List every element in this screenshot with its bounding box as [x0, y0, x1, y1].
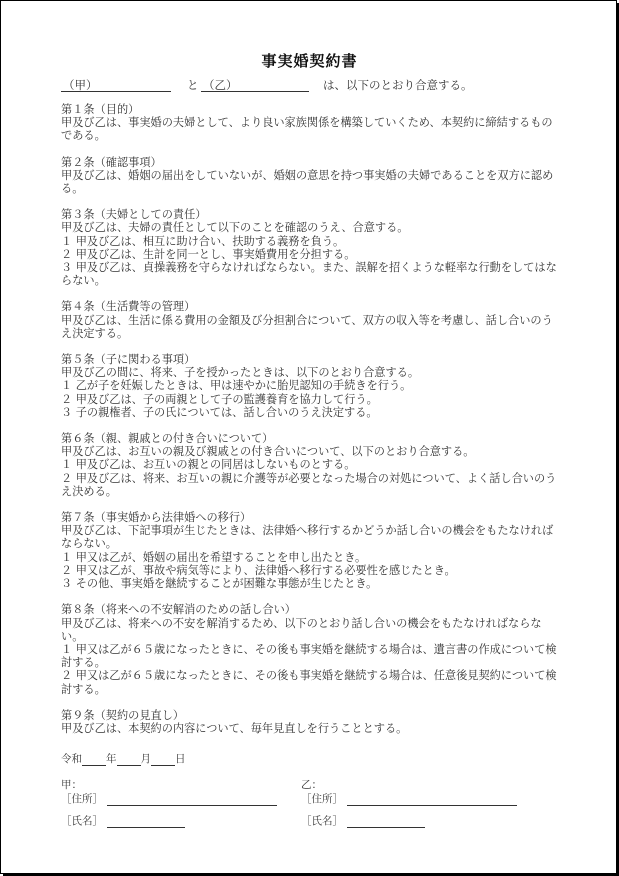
- party-b-name: [301, 813, 425, 828]
- article-line: 甲及び乙は、お互いの親及び親戚との付き合いについて、以下のとおり合意する。: [61, 445, 475, 459]
- article-line: ３ その他、事実婚を継続することが困難な事態が生じたとき。: [61, 577, 378, 591]
- article-heading: 第９条（契約の見直し）: [61, 708, 185, 722]
- party-a-address: [61, 791, 277, 806]
- party-b-sign-label: 乙：: [301, 779, 322, 791]
- article-heading: 第８条（将来への不安解消のための話し合い）: [61, 603, 296, 617]
- article-5: [61, 353, 561, 419]
- article-line: 甲及び乙は、下記事項が生じたときは、法律婚へ移行するかどうか話し合いの機会をもたなければならない。: [61, 524, 554, 551]
- document-title: 事実婚契約書: [261, 52, 358, 70]
- article-line: 甲及び乙は、将来への不安を解消するため、以下のとおり話し合いの機会をもたなければならない。: [61, 616, 542, 643]
- connector-text: と: [187, 78, 199, 92]
- article-heading: 第３条（夫婦としての責任）: [61, 208, 207, 222]
- date-day-label: 日: [175, 753, 186, 765]
- party-a-address-field[interactable]: [107, 795, 277, 806]
- party-a-address-label: ［住所］: [61, 793, 103, 805]
- article-line: ２ 甲及び乙は、子の両親として子の監護養育を協力して行う。: [61, 392, 378, 406]
- date-month-field[interactable]: [117, 755, 141, 766]
- article-line: ３ 甲及び乙は、貞操義務を守らなければならない。また、誤解を招くような軽率な行動をしてはならない。: [61, 261, 557, 288]
- party-b-name-label: ［氏名］: [301, 815, 343, 827]
- article-line: 甲及び乙は、夫婦の責任として以下のことを確認のうえ、合意する。: [61, 221, 409, 235]
- article-heading: 第６条（親、親戚との付き合いについて）: [61, 432, 274, 446]
- intro-suffix: は、以下のとおり合意する。: [323, 78, 473, 92]
- article-heading: 第２条（確認事項）: [61, 155, 162, 169]
- article-6: [61, 432, 561, 498]
- article-heading: 第５条（子に関わる事項）: [61, 353, 196, 367]
- article-heading: 第４条（生活費等の管理）: [61, 300, 196, 314]
- article-line: ２ 甲及び乙は、生計を同一とし、事実婚費用を分担する。: [61, 247, 356, 261]
- article-line: １ 甲又は乙が６５歳になったときに、その後も事実婚を継続する場合は、遺言書の作成について検討する。: [61, 642, 557, 670]
- party-a-name-field[interactable]: [107, 817, 185, 828]
- article-line: １ 甲及び乙は、お互いの親との同居はしないものとする。: [61, 458, 356, 472]
- article-line: 甲及び乙は、生活に係る費用の金額及び分担割合について、双方の収入等を考慮し、話し合いのうえ決定する。: [61, 313, 553, 340]
- article-line: １ 甲及び乙は、相互に助け合い、扶助する義務を負う。: [61, 234, 345, 248]
- article-7: [61, 511, 561, 590]
- article-1: [61, 103, 561, 143]
- date-era: 令和: [61, 753, 82, 765]
- article-heading: 第１条（目的）: [61, 103, 140, 116]
- article-line: ２ 甲又は乙が、事故や病気等により、法律婚へ移行する必要性を感じたとき。: [61, 563, 456, 577]
- party-b-label: （乙）: [203, 78, 238, 92]
- article-4: [61, 300, 561, 340]
- date-year-field[interactable]: [82, 755, 106, 766]
- article-line: ２ 甲又は乙が６５歳になったときに、その後も事実婚を継続する場合は、任意後見契約について検討する。: [61, 669, 557, 696]
- party-a-name-label: ［氏名］: [61, 815, 103, 827]
- article-2: [61, 156, 561, 196]
- article-line: 甲及び乙は、事実婚の夫婦として、より良い家族関係を構築していくため、本契約に締結するものである。: [61, 116, 553, 143]
- article-line: ３ 子の親権者、子の氏については、話し合いのうえ決定する。: [61, 405, 378, 419]
- article-3: [61, 208, 561, 287]
- party-b-address-label: ［住所］: [301, 793, 343, 805]
- party-a-label: （甲）: [63, 78, 98, 92]
- article-line: １ 甲又は乙が、婚姻の届出を希望することを申し出たとき。: [61, 550, 367, 564]
- party-a-name: [61, 813, 185, 828]
- article-8: [61, 603, 561, 695]
- article-line: 甲及び乙の間に、将来、子を授かったときは、以下のとおり合意する。: [61, 366, 420, 380]
- date-month-label: 月: [140, 753, 151, 765]
- article-line: 甲及び乙は、婚姻の届出をしていないが、婚姻の意思を持つ事実婚の夫婦であることを双方に認める。: [61, 168, 554, 196]
- article-line: 甲及び乙は、本契約の内容について、毎年見直しを行うこととする。: [61, 721, 408, 735]
- party-a-sign-label: 甲：: [61, 779, 82, 791]
- article-line: １ 乙が子を妊娠したときは、甲は速やかに胎児認知の手続きを行う。: [61, 379, 412, 393]
- party-b-address: [301, 791, 517, 806]
- article-heading: 第７条（事実婚から法律婚への移行）: [61, 511, 252, 525]
- party-b-address-field[interactable]: [347, 795, 517, 806]
- article-9: [61, 709, 561, 735]
- contract-date: [61, 751, 186, 766]
- articles-body: [61, 103, 561, 748]
- parties-line: [61, 77, 561, 93]
- party-b-name-field[interactable]: [347, 817, 425, 828]
- date-day-field[interactable]: [151, 755, 175, 766]
- article-line: ２ 甲及び乙は、将来、お互いの親に介護等が必要となった場合の対処について、よく話し合いのうえ決める。: [61, 471, 557, 498]
- date-year-label: 年: [106, 753, 117, 765]
